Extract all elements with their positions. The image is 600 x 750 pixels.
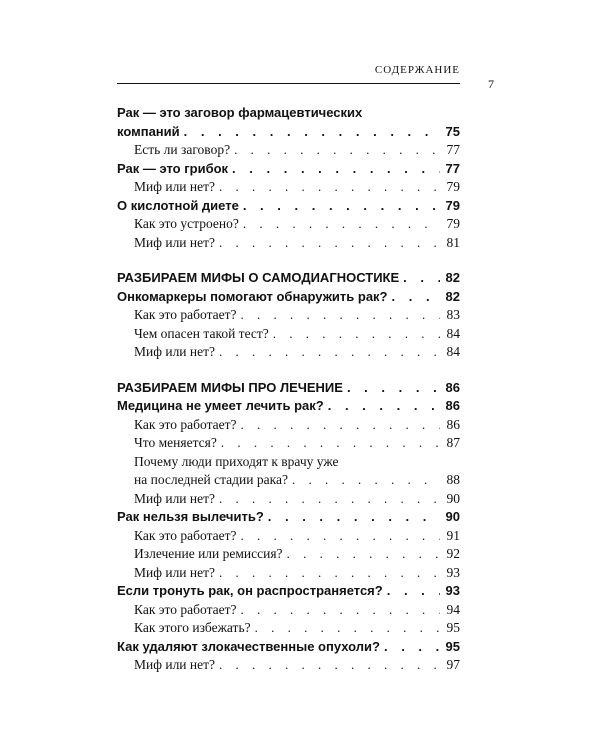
toc-entry-title: Миф или нет? xyxy=(134,344,216,359)
toc-entry-page-number: 93 xyxy=(446,564,460,580)
toc-entry-title: Есть ли заговор? xyxy=(134,142,231,157)
dot-leader xyxy=(243,215,440,234)
toc-entry-title: Миф или нет? xyxy=(134,179,216,194)
toc-subsection-entry xyxy=(117,490,460,509)
toc-entry-title-line: компаний xyxy=(117,123,180,139)
toc-chapter-entry xyxy=(117,197,460,216)
toc-entry-page-number: 95 xyxy=(445,638,460,654)
toc-entry-page-number: 95 xyxy=(446,620,460,635)
toc-entry-title: Как это работает? xyxy=(134,601,237,617)
toc-subsection-entry xyxy=(117,343,460,362)
dot-leader xyxy=(232,160,440,179)
toc-entry-page-number: 90 xyxy=(445,509,460,524)
toc-chapter-entry xyxy=(117,508,460,527)
dot-leader xyxy=(268,508,440,527)
toc-entry-title-line: Почему люди приходят к врачу уже xyxy=(134,453,339,469)
toc-chapter-entry xyxy=(117,160,460,179)
toc-part-heading xyxy=(117,379,460,398)
toc-entry-title: Как это работает? xyxy=(134,416,237,432)
toc-chapter-entry xyxy=(117,104,460,141)
toc-entry-title: Как удаляют злокачественные опухоли? xyxy=(117,638,380,654)
toc-entry-page-number: 86 xyxy=(445,379,460,395)
dot-leader xyxy=(255,619,440,638)
toc-entry-page-number: 92 xyxy=(446,546,460,561)
dot-leader xyxy=(219,490,440,509)
toc-entry-title: Рак нельзя вылечить? xyxy=(117,509,264,524)
toc-subsection-entry xyxy=(117,325,460,344)
toc-entry-page-number: 79 xyxy=(446,216,460,231)
toc-entry-page-number: 79 xyxy=(446,179,460,194)
header-rule xyxy=(117,83,460,84)
dot-leader xyxy=(241,527,440,546)
dot-leader xyxy=(241,601,440,620)
toc-entry-page-number: 82 xyxy=(445,270,460,285)
toc-entry-title: Миф или нет? xyxy=(134,234,216,250)
toc-subsection-entry xyxy=(117,564,460,583)
toc-entry-page-number: 86 xyxy=(445,398,460,413)
toc-entry-title: Миф или нет? xyxy=(134,490,216,506)
toc-subsection-entry xyxy=(117,656,460,675)
toc-entry-page-number: 84 xyxy=(446,325,460,341)
dot-leader xyxy=(184,123,440,142)
dot-leader xyxy=(234,141,440,160)
toc-entry-title: Как это устроено? xyxy=(134,216,239,231)
toc-entry-last-line xyxy=(117,123,460,142)
running-header: СОДЕРЖАНИЕ xyxy=(374,64,460,76)
toc-entry-title: Онкомаркеры помогают обнаружить рак? xyxy=(117,288,388,304)
toc-subsection-entry xyxy=(117,178,460,197)
toc-entry-page-number: 84 xyxy=(446,344,460,359)
dot-leader xyxy=(219,343,440,362)
toc-entry-title: РАЗБИРАЕМ МИФЫ ПРО ЛЕЧЕНИЕ xyxy=(117,379,343,395)
dot-leader xyxy=(287,545,440,564)
page-number: 7 xyxy=(488,77,494,91)
dot-leader xyxy=(219,656,440,675)
toc-chapter-entry xyxy=(117,288,460,307)
toc-subsection-entry xyxy=(117,434,460,453)
toc-part-heading xyxy=(117,269,460,288)
toc-subsection-entry xyxy=(117,141,460,160)
dot-leader xyxy=(241,306,440,325)
toc-entry-title: Как это работает? xyxy=(134,307,237,322)
dot-leader xyxy=(219,234,440,253)
dot-leader xyxy=(403,269,440,288)
toc-entry-title: Как этого избежать? xyxy=(134,620,251,635)
toc-entry-page-number: 93 xyxy=(445,583,460,598)
toc-entry-page-number: 79 xyxy=(445,197,460,213)
toc-chapter-entry xyxy=(117,582,460,601)
toc-entry-page-number: 77 xyxy=(446,142,460,157)
dot-leader xyxy=(387,582,440,601)
toc-entry-page-number: 94 xyxy=(446,601,460,617)
toc-entry-title: Миф или нет? xyxy=(134,657,216,672)
dot-leader xyxy=(273,325,440,344)
dot-leader xyxy=(328,397,440,416)
toc-chapter-entry xyxy=(117,638,460,657)
toc-subsection-entry xyxy=(117,527,460,546)
toc-entry-title: Чем опасен такой тест? xyxy=(134,325,269,341)
dot-leader xyxy=(384,638,440,657)
dot-leader xyxy=(292,471,440,490)
dot-leader xyxy=(243,197,440,216)
toc-entry-page-number: 82 xyxy=(445,288,460,304)
toc-entry-page-number: 87 xyxy=(446,435,460,450)
toc-chapter-entry xyxy=(117,397,460,416)
dot-leader xyxy=(219,564,440,583)
toc-entry-title: О кислотной диете xyxy=(117,197,239,213)
dot-leader xyxy=(241,416,440,435)
dot-leader xyxy=(219,178,440,197)
table-of-contents xyxy=(117,104,460,675)
toc-entry-page-number: 75 xyxy=(445,123,460,139)
toc-entry-title: Медицина не умеет лечить рак? xyxy=(117,398,324,413)
toc-subsection-entry xyxy=(117,416,460,435)
dot-leader xyxy=(221,434,440,453)
dot-leader xyxy=(392,288,441,307)
toc-subsection-entry xyxy=(117,453,460,490)
toc-subsection-entry xyxy=(117,619,460,638)
toc-subsection-entry xyxy=(117,234,460,253)
toc-entry-title: Рак — это грибок xyxy=(117,160,229,176)
toc-entry-page-number: 77 xyxy=(445,160,460,176)
toc-subsection-entry xyxy=(117,215,460,234)
toc-subsection-entry xyxy=(117,306,460,325)
toc-entry-page-number: 88 xyxy=(446,472,460,487)
toc-entry-title: Если тронуть рак, он распространяется? xyxy=(117,583,383,598)
toc-entry-title: Миф или нет? xyxy=(134,564,216,580)
toc-entry-page-number: 91 xyxy=(446,527,460,543)
toc-subsection-entry xyxy=(117,545,460,564)
toc-entry-page-number: 81 xyxy=(446,234,460,250)
toc-entry-last-line xyxy=(134,471,460,490)
toc-subsection-entry xyxy=(117,601,460,620)
toc-entry-title: Что меняется? xyxy=(134,435,217,450)
toc-entry-title: Как это работает? xyxy=(134,527,237,543)
toc-entry-title-line: на последней стадии рака? xyxy=(134,472,288,487)
dot-leader xyxy=(347,379,440,398)
toc-entry-title-line: Рак — это заговор фармацевтических xyxy=(117,105,363,120)
toc-entry-title: РАЗБИРАЕМ МИФЫ О САМОДИАГНОСТИКЕ xyxy=(117,270,400,285)
toc-entry-page-number: 83 xyxy=(446,307,460,322)
toc-entry-page-number: 86 xyxy=(446,416,460,432)
toc-entry-title: Излечение или ремиссия? xyxy=(134,546,283,561)
toc-entry-page-number: 97 xyxy=(446,657,460,672)
toc-entry-page-number: 90 xyxy=(446,490,460,506)
